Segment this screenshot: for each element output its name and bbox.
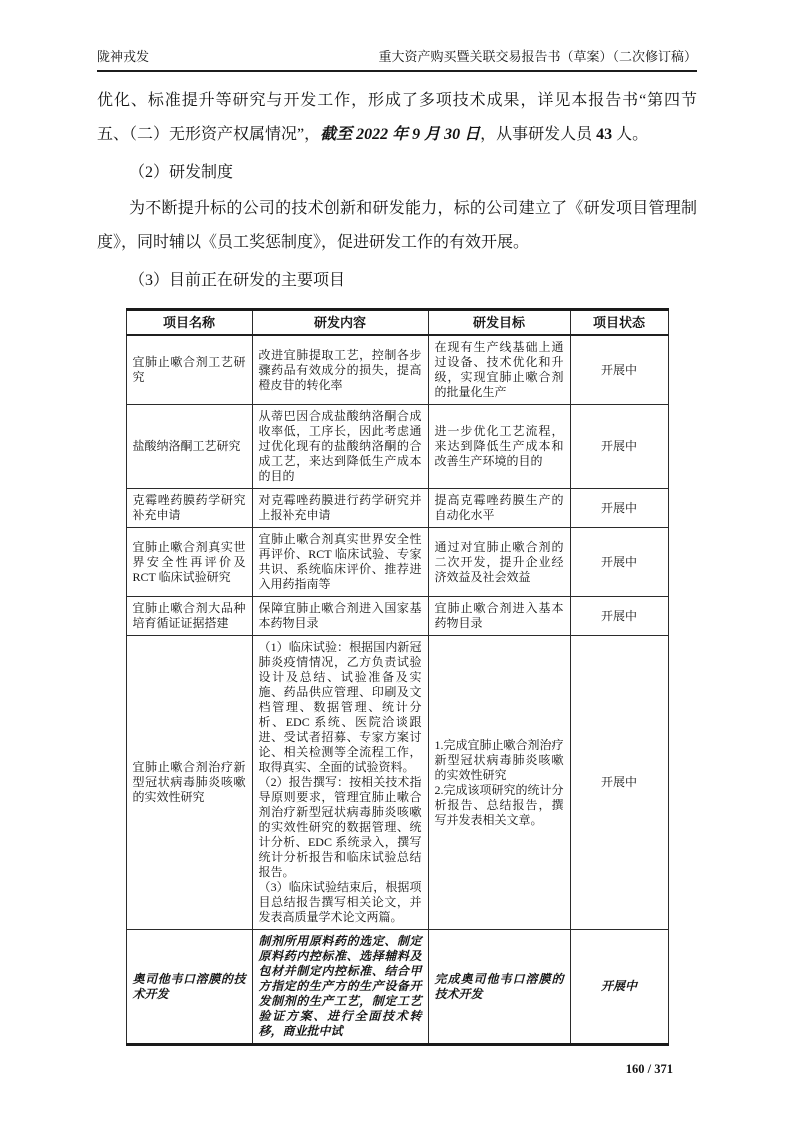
rd-content-step-3: （3）临床试验结束后，根据项目总结报告撰写相关论文，并发表高质量学术论文两篇。: [258, 880, 422, 924]
col-header-rd-content: 研发内容: [252, 310, 428, 336]
rd-goal-text: 进一步优化工艺流程，来达到降低生产成本和改善生产环境的目的: [434, 424, 564, 468]
cell-project-name: 宜肺止嗽合剂大品种培育循证证据搭建: [126, 597, 252, 636]
rd-goal-item-2: 2.完成该项研究的统计分析报告、总结报告，撰写并发表相关文章。: [434, 782, 564, 827]
header-report-title: 重大资产购买暨关联交易报告书（草案）（二次修订稿）: [378, 49, 697, 64]
cell-rd-content: [252, 405, 428, 489]
cell-project-status: 开展中: [570, 489, 668, 528]
cell-project-name: 奥司他韦口溶膜的技术开发: [126, 930, 252, 1045]
rd-content-step-1: （1）临床试验：根据国内新冠肺炎疫情情况，乙方负责试验设计及总结、试验准备及实施、药品供应管理、印刷及文档管理、数据管理、统计分析、EDC 系统、医院洽谈跟进、受试者招募、专家方案讨论、相关检测等全流程工作，取得真实、全面的试验资料。: [258, 640, 422, 774]
page-content: [97, 46, 697, 1077]
cell-rd-goal: [428, 528, 570, 597]
cell-rd-content: [252, 528, 428, 597]
cell-rd-content: [252, 636, 428, 930]
heading-rd-system: （2）研发制度: [129, 164, 234, 181]
rd-goal-item-1: 1.完成宜肺止嗽合剂治疗新型冠状病毒肺炎咳嗽的实效性研究: [434, 737, 564, 782]
p1-text-1: 优化、标准提升等研究与开发工作，形成了多项技术成果，详见本报告书“第四节 五、（二）无形资产权属情况”，: [97, 92, 697, 143]
rd-goal-text: 提高克霉唑药膜生产的自动化水平: [434, 493, 564, 522]
table-row: [126, 636, 668, 930]
cell-project-status: 开展中: [570, 335, 668, 405]
cell-project-status: 开展中: [570, 597, 668, 636]
col-header-project-status: 项目状态: [570, 310, 668, 336]
table-header-row: [126, 310, 668, 336]
table-row: [126, 597, 668, 636]
rd-content-text: 从蒂巴因合成盐酸纳洛酮合成收率低，工序长，因此考虑通过优化现有的盐酸纳洛酮的合成工艺，来达到降低生产成本的目的: [258, 409, 422, 483]
cell-rd-content: [252, 597, 428, 636]
cell-rd-content: [252, 335, 428, 405]
rd-projects-table: [126, 308, 669, 1046]
cell-rd-goal: [428, 636, 570, 930]
rd-goal-text: 在现有生产线基础上通过设备、技术优化和升级，实现宜肺止嗽合剂的批量化生产: [434, 340, 564, 399]
paragraph-research-achievements: [97, 84, 697, 152]
p1-bold-date: 截至 2022 年 9 月 30 日: [320, 126, 481, 143]
rd-goal-text: 宜肺止嗽合剂进入基本药物目录: [434, 601, 564, 630]
header-company-name: 陇神戎发: [97, 49, 150, 64]
cell-project-name: 宜肺止嗽合剂工艺研究: [126, 335, 252, 405]
cell-project-status: 开展中: [570, 636, 668, 930]
table-row: [126, 489, 668, 528]
rd-goal-text: 完成奥司他韦口溶膜的技术开发: [434, 971, 564, 1001]
page-header: [97, 46, 697, 72]
rd-content-text: 对克霉唑药膜进行药学研究并上报补充申请: [258, 493, 422, 522]
cell-rd-content: [252, 489, 428, 528]
rd-content-text: 改进宜肺提取工艺，控制各步骤药品有效成分的损失，提高橙皮苷的转化率: [258, 347, 422, 392]
p1-bold-number: 43: [596, 126, 613, 143]
p1-text-2: ，从事研发人员: [480, 126, 597, 143]
rd-content-text: 宜肺止嗽合剂真实世界安全性再评价、RCT 临床试验、专家共识、系统临床评价、推荐进入用药指南等: [258, 532, 422, 591]
rd-goal-text: 通过对宜肺止嗽合剂的二次开发，提升企业经济效益及社会效益: [434, 539, 564, 584]
table-row: [126, 335, 668, 405]
table-row: [126, 528, 668, 597]
p1-text-3: 人。: [612, 126, 649, 143]
rd-content-text: 制剂所用原料药的选定、制定原料药内控标准、选择辅料及包材并制定内控标准、结合甲方指定的生产方的生产设备开发制剂的生产工艺，制定工艺验证方案、进行全面技术转移，商业批中试: [258, 934, 422, 1038]
cell-project-name: 宜肺止嗽合剂真实世界安全性再评价及 RCT 临床试验研究: [126, 528, 252, 597]
cell-rd-goal: [428, 930, 570, 1045]
page-number: 160 / 371: [625, 1062, 673, 1076]
cell-rd-goal: [428, 597, 570, 636]
cell-rd-content: [252, 930, 428, 1045]
cell-project-status: 开展中: [570, 930, 668, 1045]
cell-rd-goal: [428, 335, 570, 405]
heading-current-rd-projects: （3）目前正在研发的主要项目: [129, 272, 346, 289]
cell-project-name: 宜肺止嗽合剂治疗新型冠状病毒肺炎咳嗽的实效性研究: [126, 636, 252, 930]
col-header-project-name: 项目名称: [126, 310, 252, 336]
rd-content-step-2: （2）报告撰写：按相关技术指导原则要求，管理宜肺止嗽合剂治疗新型冠状病毒肺炎咳嗽的实效性研究的数据管理、统计分析、EDC 系统录入，撰写统计分析报告和临床试验总结报告。: [258, 775, 422, 879]
paragraph-rd-system: 为不断提升标的公司的技术创新和研发能力，标的公司建立了《研发项目管理制度》，同时辅以《员工奖惩制度》，促进研发工作的有效开展。: [97, 200, 697, 251]
cell-project-status: 开展中: [570, 405, 668, 489]
table-row: [126, 405, 668, 489]
cell-project-name: 克霉唑药膜药学研究补充申请: [126, 489, 252, 528]
cell-project-name: 盐酸纳洛酮工艺研究: [126, 405, 252, 489]
col-header-rd-goal: 研发目标: [428, 310, 570, 336]
cell-rd-goal: [428, 405, 570, 489]
cell-rd-goal: [428, 489, 570, 528]
cell-project-status: 开展中: [570, 528, 668, 597]
table-row-emphasized: [126, 930, 668, 1045]
rd-content-text: 保障宜肺止嗽合剂进入国家基本药物目录: [258, 601, 422, 630]
